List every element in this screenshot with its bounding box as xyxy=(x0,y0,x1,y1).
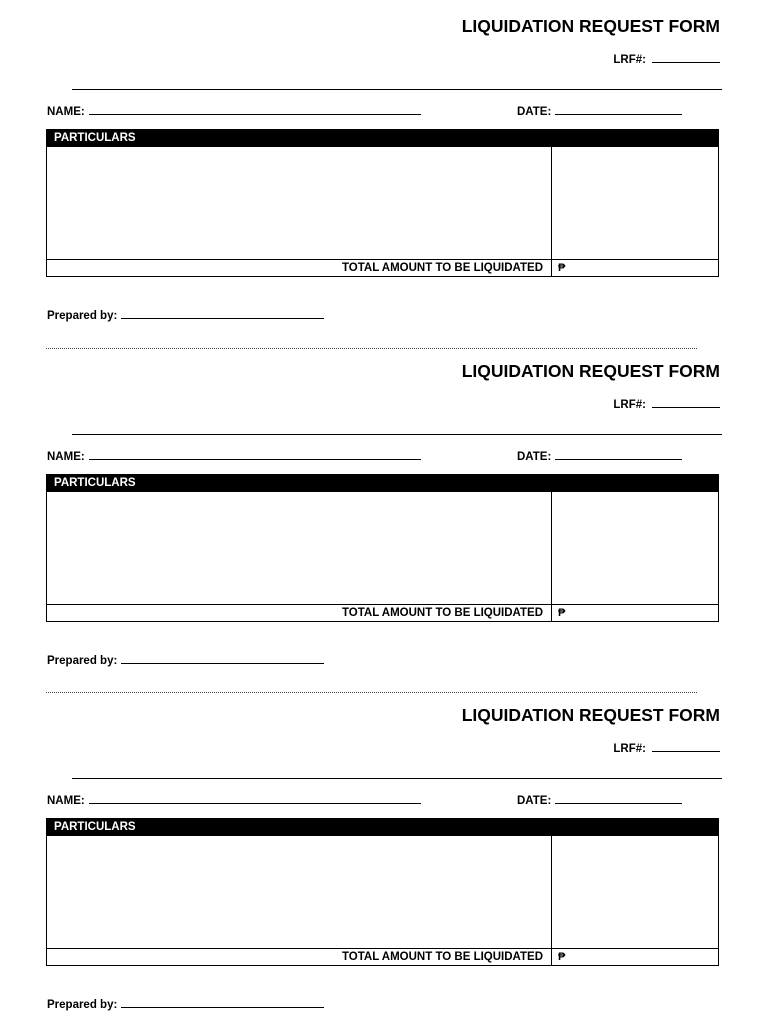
header-rule xyxy=(72,778,722,779)
lrf-label: LRF#: xyxy=(613,743,646,755)
date-label: DATE: xyxy=(517,451,552,463)
particulars-input-area[interactable] xyxy=(47,836,551,950)
date-field xyxy=(517,103,682,118)
lrf-blank[interactable] xyxy=(652,740,720,752)
peso-sign: ₱ xyxy=(558,262,566,274)
form-title: LIQUIDATION REQUEST FORM xyxy=(461,705,720,725)
date-blank[interactable] xyxy=(555,792,682,804)
lrf-blank[interactable] xyxy=(652,51,720,63)
total-row xyxy=(47,948,718,965)
particulars-header: PARTICULARS xyxy=(47,819,718,836)
lrf-number-field xyxy=(613,740,720,755)
liquidation-form-2 xyxy=(0,345,768,685)
name-field xyxy=(47,448,421,463)
date-blank[interactable] xyxy=(555,448,682,460)
prepared-blank[interactable] xyxy=(121,996,324,1008)
form-title: LIQUIDATION REQUEST FORM xyxy=(461,361,720,381)
particulars-table xyxy=(46,474,719,622)
date-blank[interactable] xyxy=(555,103,682,115)
column-divider xyxy=(551,147,552,276)
particulars-table xyxy=(46,129,719,277)
liquidation-form-1 xyxy=(0,0,768,340)
particulars-table xyxy=(46,818,719,966)
total-label: TOTAL AMOUNT TO BE LIQUIDATED xyxy=(341,607,543,619)
prepared-by-field xyxy=(47,652,324,667)
name-label: NAME: xyxy=(47,451,85,463)
total-label: TOTAL AMOUNT TO BE LIQUIDATED xyxy=(341,262,543,274)
name-field xyxy=(47,103,421,118)
amount-input-area[interactable] xyxy=(552,147,718,261)
header-rule xyxy=(72,434,722,435)
column-divider xyxy=(551,492,552,621)
lrf-number-field xyxy=(613,51,720,66)
prepared-by-field xyxy=(47,996,324,1011)
prepared-label: Prepared by: xyxy=(47,999,118,1011)
name-blank[interactable] xyxy=(89,792,421,804)
header-rule xyxy=(72,89,722,90)
lrf-blank[interactable] xyxy=(652,396,720,408)
lrf-number-field xyxy=(613,396,720,411)
particulars-input-area[interactable] xyxy=(47,147,551,261)
particulars-input-area[interactable] xyxy=(47,492,551,606)
total-label: TOTAL AMOUNT TO BE LIQUIDATED xyxy=(341,951,543,963)
name-blank[interactable] xyxy=(89,448,421,460)
prepared-label: Prepared by: xyxy=(47,655,118,667)
date-field xyxy=(517,448,682,463)
date-label: DATE: xyxy=(517,795,552,807)
name-field xyxy=(47,792,421,807)
particulars-header: PARTICULARS xyxy=(47,475,718,492)
total-row xyxy=(47,604,718,621)
name-label: NAME: xyxy=(47,795,85,807)
prepared-blank[interactable] xyxy=(121,652,324,664)
prepared-by-field xyxy=(47,307,324,322)
name-label: NAME: xyxy=(47,106,85,118)
prepared-label: Prepared by: xyxy=(47,310,118,322)
lrf-label: LRF#: xyxy=(613,399,646,411)
lrf-label: LRF#: xyxy=(613,54,646,66)
name-blank[interactable] xyxy=(89,103,421,115)
total-row xyxy=(47,259,718,276)
peso-sign: ₱ xyxy=(558,607,566,619)
amount-input-area[interactable] xyxy=(552,836,718,950)
particulars-header: PARTICULARS xyxy=(47,130,718,147)
peso-sign: ₱ xyxy=(558,951,566,963)
form-title: LIQUIDATION REQUEST FORM xyxy=(461,16,720,36)
date-label: DATE: xyxy=(517,106,552,118)
amount-input-area[interactable] xyxy=(552,492,718,606)
column-divider xyxy=(551,836,552,965)
prepared-blank[interactable] xyxy=(121,307,324,319)
liquidation-form-3 xyxy=(0,689,768,1029)
date-field xyxy=(517,792,682,807)
